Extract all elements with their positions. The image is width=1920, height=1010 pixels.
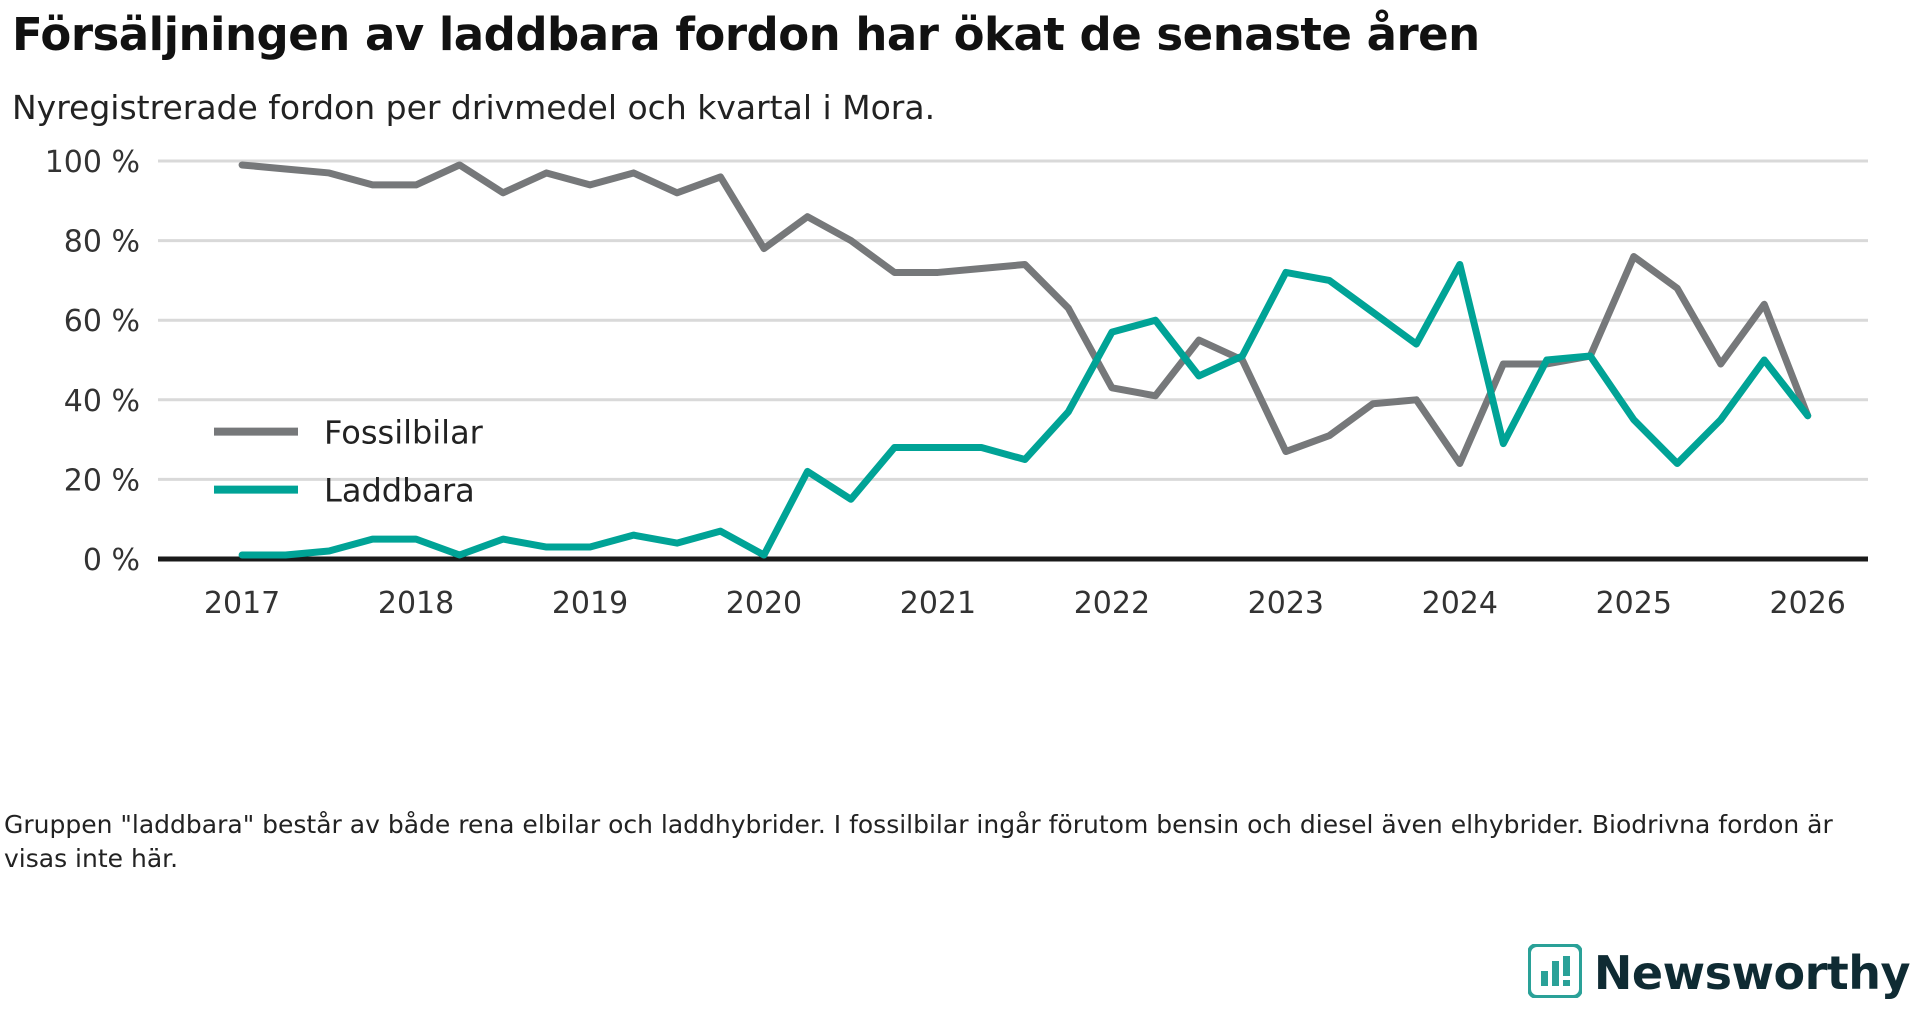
x-axis-tick-label: 2024 xyxy=(1421,586,1498,621)
x-axis-tick-label: 2020 xyxy=(725,586,803,621)
x-axis-tick-label: 2026 xyxy=(1769,586,1846,621)
y-axis-tick-label: 0 % xyxy=(82,543,140,578)
page-title: Försäljningen av laddbara fordon har ökat de senaste åren xyxy=(12,8,1480,61)
brand-name: Newsworthy xyxy=(1593,946,1910,1000)
x-axis-tick-label: 2018 xyxy=(377,586,455,621)
chart-area xyxy=(8,139,1908,669)
y-axis-tick-label: 20 % xyxy=(63,463,140,499)
legend-label: Laddbara xyxy=(324,471,475,510)
brand-logo xyxy=(1528,944,1910,1002)
y-axis-tick-label: 100 % xyxy=(44,145,140,180)
bar-chart-logo-icon xyxy=(1528,944,1582,1002)
x-axis-tick-label: 2017 xyxy=(203,586,281,621)
y-axis-tick-label: 40 % xyxy=(63,383,140,419)
x-axis-tick-label: 2023 xyxy=(1247,586,1325,621)
x-axis-tick-label: 2021 xyxy=(899,586,977,621)
chart-subtitle: Nyregistrerade fordon per drivmedel och kvartal i Mora. xyxy=(12,88,936,127)
x-axis-tick-label: 2025 xyxy=(1595,586,1672,621)
y-axis-tick-label: 80 % xyxy=(63,224,140,260)
line-chart xyxy=(8,139,1908,669)
x-axis-tick-label: 2019 xyxy=(551,586,629,621)
series-line-laddbara xyxy=(242,264,1808,555)
y-axis-tick-label: 60 % xyxy=(63,304,140,340)
x-axis-tick-label: 2022 xyxy=(1073,586,1151,621)
chart-footnote: Gruppen "laddbara" består av både rena elbilar och laddhybrider. I fossilbilar ingår förutom bensin och diesel även elhybrider. Biodrivna fordon är visas inte här. xyxy=(4,810,1833,873)
legend-label: Fossilbilar xyxy=(324,413,483,452)
